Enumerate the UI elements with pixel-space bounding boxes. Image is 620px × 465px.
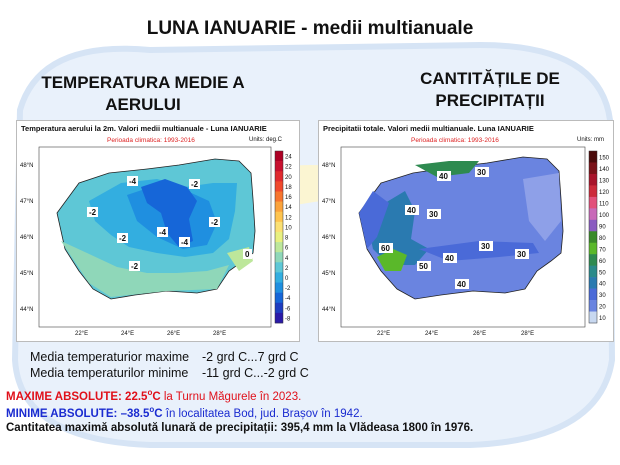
colorbar-swatch (275, 283, 283, 293)
colorbar-swatch (275, 303, 283, 313)
temp-lon-label: 22°E (75, 331, 89, 337)
abs-min-text: în localitatea Bod, jud. Brașov în 1942. (162, 407, 363, 420)
stats-row-max (30, 349, 309, 365)
stats-max-label: Media temperaturior maxime (30, 350, 190, 364)
temp-lat-label: 45°N (20, 271, 34, 277)
temp-contour-label: -2 (191, 180, 199, 189)
colorbar-swatch (275, 202, 283, 212)
colorbar-swatch (589, 185, 597, 197)
prec-lat-label: 47°N (322, 199, 336, 205)
colorbar-label: -8 (285, 316, 291, 323)
precip-map-panel (318, 120, 614, 342)
colorbar-label: 18 (285, 184, 292, 191)
temp-lon-label: 28°E (213, 331, 227, 337)
colorbar-swatch (275, 171, 283, 181)
stats-max-value: -2 grd C...7 grd C (202, 350, 299, 364)
abs-min-degree: o (149, 405, 155, 414)
temp-map-figure (17, 121, 299, 341)
temp-contour-label: 0 (245, 250, 250, 259)
colorbar-label: -6 (285, 306, 291, 313)
colorbar-swatch (589, 174, 597, 186)
prec-contour-label: 30 (517, 250, 526, 259)
precip-heading: CANTITĂȚILE DE PRECIPITAȚII (420, 69, 560, 110)
colorbar-swatch (589, 289, 597, 301)
abs-max-label: MAXIME ABSOLUTE: 22.5 (6, 390, 148, 403)
colorbar-label: 22 (285, 164, 292, 171)
colorbar-label: 100 (599, 212, 610, 219)
colorbar-label: 90 (599, 224, 606, 231)
colorbar-swatch (275, 181, 283, 191)
colorbar-swatch (275, 313, 283, 323)
colorbar-swatch (589, 300, 597, 312)
temp-map-units: Units: deg.C (249, 137, 283, 143)
prec-lon-label: 28°E (521, 331, 535, 337)
colorbar-label: 130 (599, 178, 610, 185)
colorbar-label: 30 (599, 293, 606, 300)
colorbar-label: 70 (599, 247, 606, 254)
abs-min-label: MINIME ABSOLUTE: –38.5 (6, 407, 150, 420)
prec-map-figure (319, 121, 613, 341)
temperature-map-panel (16, 120, 300, 342)
colorbar-swatch (275, 161, 283, 171)
page-title: LUNA IANUARIE - medii multianuale (146, 18, 474, 39)
colorbar-swatch (275, 242, 283, 252)
colorbar-label: 40 (599, 281, 606, 288)
temp-lon-label: 24°E (121, 331, 135, 337)
prec-map-period: Perioada climatica: 1993-2016 (411, 137, 499, 144)
absolute-maximum (6, 388, 301, 403)
colorbar-label: 10 (285, 225, 292, 232)
prec-lon-label: 22°E (377, 331, 391, 337)
prec-colorbar (589, 151, 610, 323)
prec-contour-label: 40 (407, 206, 416, 215)
temp-contour-label: -2 (119, 234, 127, 243)
colorbar-label: 24 (285, 154, 292, 161)
colorbar-swatch (589, 277, 597, 289)
colorbar-swatch (275, 252, 283, 262)
colorbar-label: 2 (285, 265, 289, 272)
prec-lon-label: 26°E (473, 331, 487, 337)
colorbar-label: -4 (285, 296, 291, 303)
colorbar-swatch (275, 151, 283, 161)
prec-contour-label: 30 (481, 242, 490, 251)
temp-contour-label: -4 (129, 177, 137, 186)
colorbar-swatch (275, 191, 283, 201)
temp-map-period: Perioada climatica: 1993-2016 (107, 137, 195, 144)
colorbar-label: 140 (599, 167, 610, 174)
temp-contour-label: -2 (131, 262, 139, 271)
colorbar-label: 60 (599, 258, 606, 265)
temp-map-title: Temperatura aerului la 2m. Valori medii multianuale - Luna IANUARIE (21, 124, 267, 133)
colorbar-swatch (589, 243, 597, 255)
colorbar-swatch (589, 231, 597, 243)
prec-contour-label: 30 (429, 210, 438, 219)
prec-contour-label: 40 (445, 254, 454, 263)
colorbar-label: 6 (285, 245, 289, 252)
temp-contour-label: -2 (211, 218, 219, 227)
stats-min-label: Media temperaturilor minime (30, 366, 189, 380)
abs-max-c: C (152, 390, 161, 403)
prec-lat-label: 45°N (322, 271, 336, 277)
colorbar-swatch (589, 197, 597, 209)
colorbar-label: 12 (285, 215, 292, 222)
temperature-heading: TEMPERATURA MEDIE A AERULUI (41, 73, 245, 114)
colorbar-label: 10 (599, 316, 606, 323)
prec-contour-label: 60 (381, 244, 390, 253)
colorbar-swatch (275, 232, 283, 242)
colorbar-label: 20 (285, 174, 292, 181)
absolute-precip-max: Cantitatea maximă absolută lunară de precipitații: 395,4 mm la Vlădeasa 1800 în 1976. (6, 422, 474, 434)
temperature-stats (30, 349, 309, 381)
colorbar-label: 110 (599, 201, 609, 208)
prec-contour-label: 40 (457, 280, 466, 289)
temp-lat-label: 48°N (20, 163, 34, 169)
temp-contour-label: -4 (159, 228, 167, 237)
colorbar-swatch (589, 254, 597, 266)
colorbar-swatch (589, 312, 597, 324)
colorbar-label: 150 (599, 155, 610, 162)
colorbar-label: -2 (285, 286, 291, 293)
temp-contour-label: -4 (181, 238, 189, 247)
colorbar-swatch (589, 266, 597, 278)
colorbar-label: 4 (285, 255, 289, 262)
prec-map-title: Precipitatii totale. Valori medii multianuale. Luna IANUARIE (323, 124, 534, 133)
prec-lon-label: 24°E (425, 331, 439, 337)
temp-lat-label: 47°N (20, 199, 34, 205)
colorbar-label: 50 (599, 270, 606, 277)
temp-contour-label: -2 (89, 208, 97, 217)
colorbar-swatch (275, 262, 283, 272)
colorbar-label: 20 (599, 304, 606, 311)
colorbar-swatch (589, 151, 597, 163)
colorbar-swatch (589, 220, 597, 232)
temp-lon-label: 26°E (167, 331, 181, 337)
colorbar-swatch (275, 272, 283, 282)
colorbar-swatch (275, 212, 283, 222)
colorbar-swatch (275, 222, 283, 232)
colorbar-label: 16 (285, 195, 292, 202)
colorbar-swatch (275, 293, 283, 303)
stats-row-min (30, 365, 309, 381)
prec-lat-label: 44°N (322, 307, 336, 313)
temp-lat-label: 46°N (20, 235, 34, 241)
colorbar-label: 80 (599, 235, 606, 242)
colorbar-label: 0 (285, 276, 289, 282)
temp-lat-label: 44°N (20, 307, 34, 313)
colorbar-label: 14 (285, 205, 292, 212)
colorbar-label: 8 (285, 235, 289, 242)
prec-lat-label: 48°N (322, 163, 336, 169)
stats-min-value: -11 grd C...-2 grd C (202, 366, 309, 380)
prec-lat-label: 46°N (322, 235, 336, 241)
prec-map-units: Units: mm (577, 137, 604, 143)
abs-max-degree: o (147, 388, 153, 397)
absolute-minimum (6, 405, 363, 420)
colorbar-swatch (589, 208, 597, 220)
prec-contour-label: 50 (419, 262, 428, 271)
colorbar-label: 120 (599, 190, 610, 196)
prec-contour-label: 40 (439, 172, 448, 181)
abs-max-text: la Turnu Măgurele în 2023. (160, 390, 302, 403)
abs-min-c: C (154, 407, 163, 420)
temp-colorbar (275, 151, 292, 323)
prec-contour-label: 30 (477, 168, 486, 177)
colorbar-swatch (589, 162, 597, 174)
